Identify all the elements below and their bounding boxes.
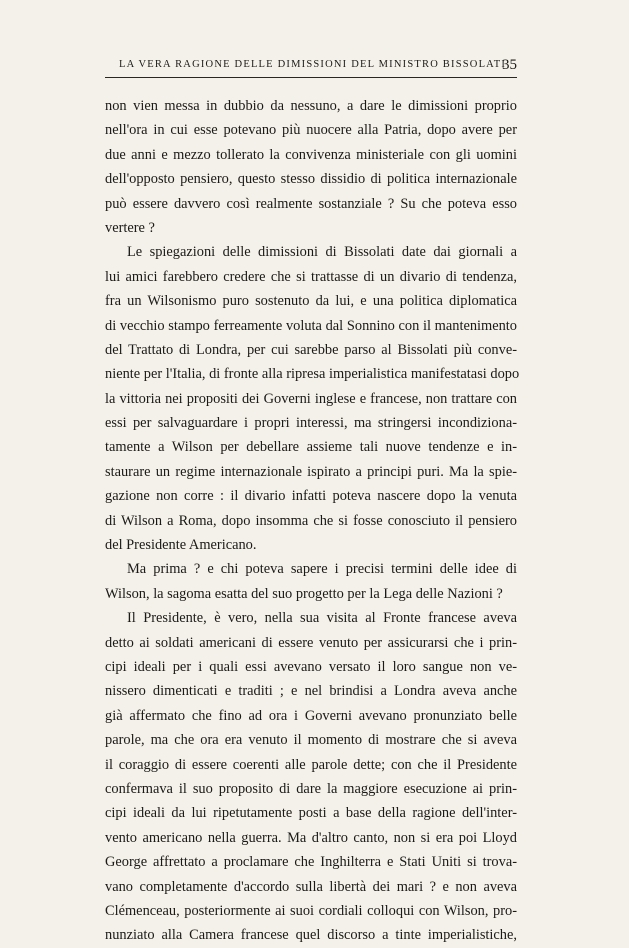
text-line: vano completamente d'accordo sulla libertà dei mari ? e non aveva	[105, 878, 517, 895]
running-title: LA VERA RAGIONE DELLE DIMISSIONI DEL MINISTRO BISSOLATI	[119, 59, 507, 70]
text-line: essi per salvaguardare i propri interessi, ma stringersi incondiziona-	[105, 415, 517, 432]
text-line: detto ai soldati americani di essere venuto per assicurarsi che i prin-	[105, 634, 517, 651]
text-line: Le spiegazioni delle dimissioni di Bissolati date dai giornali a	[127, 244, 517, 261]
text-line: niente per l'Italia, di fronte alla ripresa imperialistica manifestatasi dopo	[105, 366, 520, 383]
text-line: nissero dimenticati e traditi ; e nel brindisi a Londra aveva anche	[105, 683, 517, 700]
text-line: il coraggio di essere coerenti alle parole dette; con che il Presidente	[105, 756, 517, 773]
body-text	[105, 94, 520, 948]
text-line: non vien messa in dubbio da nessuno, a dare le dimissioni proprio	[105, 98, 517, 114]
text-line: la vittoria nei propositi dei Governi inglese e francese, non trattare con	[105, 390, 517, 407]
text-line: Clémenceau, posteriormente ai suoi cordiali colloqui con Wilson, pro-	[105, 902, 517, 919]
text-line: fra un Wilsonismo puro sostenuto da lui, e una politica diplomatica	[105, 293, 517, 310]
page-header	[105, 57, 517, 78]
text-line: due anni e mezzo tollerato la convivenza ministeriale con gli uomini	[105, 146, 517, 163]
text-line: può essere davvero così realmente sostanziale ? Su che poteva esso	[105, 195, 517, 212]
text-line: Il Presidente, è vero, nella sua visita al Fronte francese aveva	[127, 610, 517, 627]
text-line: confermava il suo proposito di dare la maggiore esecuzione ai prin-	[105, 780, 517, 797]
text-line: nell'ora in cui esse potevano più nuocere alla Patria, dopo avere per	[105, 122, 517, 139]
text-line: del Presidente Americano.	[105, 537, 257, 554]
text-line: di vecchio stampo ferreamente voluta dal Sonnino con il mantenimento	[105, 317, 517, 334]
text-line: vento americano nella guerra. Ma d'altro canto, non si era poi Lloyd	[105, 829, 517, 846]
text-line: Ma prima ? e chi poteva sapere i precisi termini delle idee di	[127, 561, 517, 578]
text-line: già affermato che fino ad ora i Governi avevano pronunziato belle	[105, 707, 517, 724]
text-line: vertere ?	[105, 219, 155, 236]
text-line: gazione non corre : il divario infatti poteva nascere dopo la venuta	[105, 488, 517, 505]
text-line: dell'opposto pensiero, questo stesso dissidio di politica internazionale	[105, 171, 517, 188]
text-line: cipi ideali per i quali essi avevano versato il loro sangue non ve-	[105, 658, 517, 675]
text-line: tamente a Wilson per debellare assieme tali nuove tendenze e in-	[105, 439, 517, 456]
text-line: parole, ma che ora era venuto il momento di mostrare che si aveva	[105, 732, 517, 749]
text-line: staurare un regime internazionale ispirato a principi puri. Ma la spie-	[105, 463, 517, 480]
text-line: nunziato alla Camera francese quel discorso a tinte imperialistiche,	[105, 927, 517, 944]
text-line: cipi ideali da lui ripetutamente posti a base della ragione dell'inter-	[105, 805, 517, 822]
text-line: George affrettato a proclamare che Inghilterra e Stati Uniti si trova-	[105, 854, 517, 871]
text-line: di Wilson a Roma, dopo insomma che si fosse conosciuto il pensiero	[105, 512, 517, 529]
text-line: Wilson, la sagoma esatta del suo progetto per la Lega delle Nazioni ?	[105, 585, 503, 602]
text-line: lui amici farebbero credere che si trattasse di un divario di tendenza,	[105, 268, 517, 285]
text-line: del Trattato di Londra, per cui sarebbe parso al Bissolati più conve-	[105, 341, 517, 358]
page-number: 35	[502, 57, 517, 73]
